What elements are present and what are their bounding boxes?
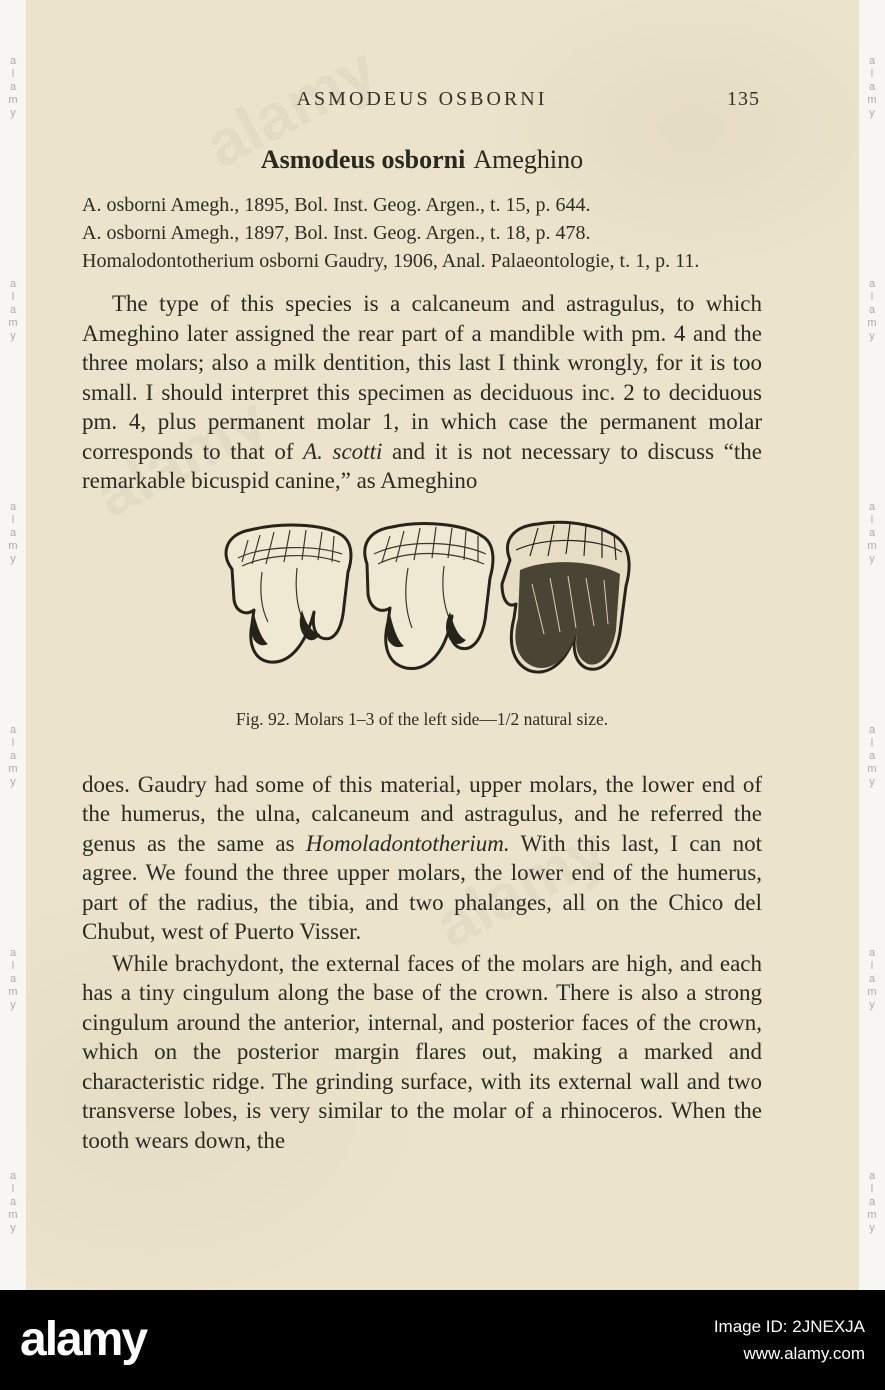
synonymy-references [82, 191, 762, 275]
alamy-logo: alamy [20, 1313, 147, 1366]
image-id: Image ID: 2JNEXJA [713, 1317, 865, 1336]
page-number: 135 [727, 88, 760, 110]
watermark-text: alamy [7, 278, 19, 343]
watermark-text: alamy [866, 947, 878, 1012]
species-heading [82, 145, 762, 175]
running-header [82, 88, 762, 111]
watermark-text: alamy [7, 947, 19, 1012]
paragraph-2 [82, 770, 762, 947]
running-header-title: ASMODEUS OSBORNI [296, 88, 548, 110]
paragraph-1-text: The type of this species is a calcaneum and astragulus, to which Ameghino later assigned the rear part of a mandible with pm. 4 and the three molars; also a milk dentition, this last I think wrongly, for it is too small. I should interpret this specimen as deciduous inc. 2 to deciduous pm. 4, plus permanent molar 1, in which case the permanent molar corresponds to that of [82, 291, 762, 464]
reference-line: A. osborni Amegh., 1895, Bol. Inst. Geog. Argen., t. 15, p. 644. [82, 194, 591, 216]
paragraph-3: While brachydont, the external faces of the molars are high, and each has a tiny cingulum along the base of the crown. There is also a strong cingulum around the anterior, internal, and posterior faces of the crown, which on the posterior margin flares out, making a marked and characteristic ridge. The grinding surface, with its external wall and two transverse lobes, is very similar to the molar of a rhinoceros. When the tooth wears down, the [82, 950, 762, 1153]
page-content [82, 88, 762, 1155]
species-name: Asmodeus osborni [260, 145, 466, 174]
watermark-text: alamy [7, 55, 19, 120]
watermark-text: alamy [7, 724, 19, 789]
figure-molars [82, 514, 762, 699]
watermark-text: alamy [866, 278, 878, 343]
watermark-text: alamy [866, 1170, 878, 1235]
footer-info [714, 1313, 865, 1367]
figure-caption: Fig. 92. Molars 1–3 of the left side—1/2 natural size. [235, 708, 609, 729]
molar-illustration [202, 514, 642, 694]
watermark-text: alamy [7, 1170, 19, 1235]
paragraph-1-italic: A. scotti [303, 438, 383, 464]
alamy-url: www.alamy.com [743, 1344, 865, 1363]
paragraph-2-text: With this last, I can not agree. We found the three upper molars, the lower end of the humerus, part of the radius, the tibia, and two phalanges, all on the Chico del Chubut, west of Puerto Visser. [82, 830, 762, 944]
paragraph-2-italic: Homoladontotherium. [305, 830, 510, 856]
watermark-strip-right [859, 0, 885, 1290]
watermark-text: alamy [866, 724, 878, 789]
reference-line: Homalodontotherium osborni Gaudry, 1906, Anal. Palaeontologie, t. 1, p. 11. [82, 250, 700, 272]
watermark-text: alamy [866, 501, 878, 566]
watermark-text: alamy [7, 501, 19, 566]
reference-line: A. osborni Amegh., 1897, Bol. Inst. Geog. Argen., t. 18, p. 478. [82, 222, 591, 244]
watermark-strip-left [0, 0, 26, 1290]
paragraph-1-text: and it is not necessary to discuss “the remarkable bicuspid canine,” as Ameghino [82, 438, 762, 493]
paragraph-2-text: does. Gaudry had some of this material, upper molars, the lower end of the humerus, the ulna, calcaneum and astragulus, and he referred the genus as the same as [82, 771, 762, 856]
alamy-footer-bar [0, 1290, 885, 1390]
species-author: Ameghino [473, 145, 584, 174]
watermark-text: alamy [866, 55, 878, 120]
